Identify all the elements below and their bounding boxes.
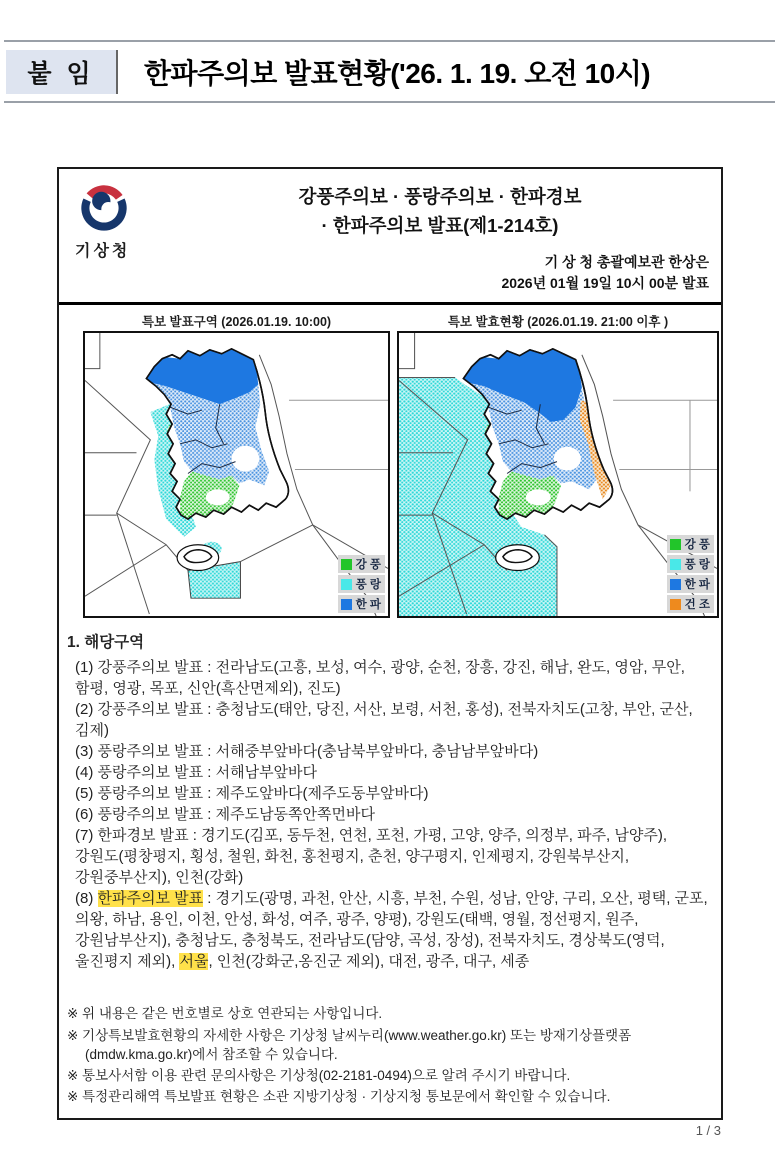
bulletin-header <box>59 169 721 305</box>
item-text: (3) 풍랑주의보 발표 : 서해중부앞바다(충남북부앞바다, 충남남부앞바다) <box>75 743 539 761</box>
footnotes <box>67 1004 713 1106</box>
bulletin-title-line2: · 한파주의보 발표(제1-214호) <box>321 214 559 236</box>
legend-item <box>667 555 714 573</box>
map-title: 특보 발효현황 (2026.01.19. 21:00 이후 ) <box>447 315 669 330</box>
legend-label: 풍 랑 <box>684 559 710 572</box>
map-legend <box>667 535 714 613</box>
map-issued-areas <box>83 313 390 618</box>
attachment-header <box>6 50 773 94</box>
note-item: ※ 통보사서함 이용 관련 문의사항은 기상청(02-2181-0494)으로 알려 주시기 바랍니다. <box>67 1067 571 1083</box>
note-item: ※ 기상특보발효현황의 자세한 사항은 기상청 날씨누리(www.weather.go.kr) 또는 방재기상플랫폼(dmdw.kma.go.kr)에서 참조할 수 있습니다. <box>67 1027 632 1062</box>
legend-item <box>338 555 385 573</box>
kma-logo-icon <box>77 181 131 235</box>
legend-item <box>338 595 385 613</box>
item-text: : 경기도(광명, 과천, 안산, 시흥, 부천, 수원, 성남, 안양, 구리, 오산, 평택, 군포, 의왕, 하남, 용인, 이천, 안성, 화성, 여주, 광주, 양평), 강원도(태백, 영월, 정선평지, 원주, 강원남부산지), 충청남도, 충청북도, 전라남도(담양, 곡성, 장성), 전북자치도, 경상북도(영덕, 울진평지 제외), <box>75 890 708 971</box>
maps-row <box>59 313 721 618</box>
issuer-name: 기 상 청 총괄예보관 한상은 <box>544 254 709 271</box>
area-item <box>75 825 711 888</box>
highlighted-text: 한파주의보 발표 <box>97 890 204 908</box>
page-title: 한파주의보 발표현황('26. 1. 19. 오전 10시) <box>144 58 651 89</box>
legend-label: 강 풍 <box>355 559 381 572</box>
area-items <box>67 657 711 972</box>
item-text: (2) 강풍주의보 발표 : 충청남도(태안, 당진, 서산, 보령, 서천, 홍성), 전북자치도(고창, 부안, 군산, 김제) <box>75 701 693 740</box>
kma-logo-label: 기상청 <box>75 243 131 260</box>
area-item <box>75 741 711 762</box>
legend-swatch <box>341 599 352 610</box>
area-item <box>75 699 711 741</box>
top-rule <box>4 40 775 42</box>
item-text: , 인천(강화군,옹진군 제외), 대전, 광주, 대구, 세종 <box>208 953 530 971</box>
map-effective-status <box>397 313 719 618</box>
legend-item <box>667 595 714 613</box>
legend-item <box>667 575 714 593</box>
bulletin-document <box>57 167 723 1120</box>
legend-label: 한 파 <box>684 579 710 592</box>
legend-swatch <box>670 559 681 570</box>
kma-logo <box>73 181 169 294</box>
legend-item <box>667 535 714 553</box>
legend-swatch <box>670 599 681 610</box>
affected-areas-section <box>67 630 711 972</box>
map-legend <box>338 555 385 613</box>
legend-swatch <box>341 559 352 570</box>
item-text: (5) 풍랑주의보 발표 : 제주도앞바다(제주도동부앞바다) <box>75 785 429 803</box>
item-text: (7) 한파경보 발표 : 경기도(김포, 동두천, 연천, 포천, 가평, 고양, 양주, 의정부, 파주, 남양주), 강원도(평창평지, 횡성, 철원, 화천, 홍천평지, 춘천, 양구평지, 인제평지, 강원북부산지, 강원중부산지), 인천(강화) <box>75 827 668 887</box>
bulletin-title <box>169 183 711 240</box>
item-text: (4) 풍랑주의보 발표 : 서해남부앞바다 <box>75 764 318 782</box>
legend-swatch <box>341 579 352 590</box>
legend-swatch <box>670 539 681 550</box>
legend-label: 강 풍 <box>684 539 710 552</box>
area-item <box>75 783 711 804</box>
legend-label: 한 파 <box>355 599 381 612</box>
map-title: 특보 발표구역 (2026.01.19. 10:00) <box>141 315 332 330</box>
section-heading: 1. 해당구역 <box>67 634 145 652</box>
legend-label: 건 조 <box>684 599 710 612</box>
legend-swatch <box>670 579 681 590</box>
area-item <box>75 804 711 825</box>
area-item <box>75 888 711 972</box>
item-text: (8) <box>75 890 98 908</box>
area-item <box>75 762 711 783</box>
attachment-label: 붙 임 <box>6 50 118 94</box>
highlighted-text: 서울 <box>179 953 209 971</box>
item-text: (6) 풍랑주의보 발표 : 제주도남동쪽안쪽먼바다 <box>75 806 375 824</box>
issue-datetime: 2026년 01월 19일 10시 00분 발표 <box>501 275 709 292</box>
page-number: 1 / 3 <box>695 1123 721 1139</box>
legend-label: 풍 랑 <box>355 579 381 592</box>
item-text: (1) 강풍주의보 발표 : 전라남도(고흥, 보성, 여수, 광양, 순천, 장흥, 강진, 해남, 완도, 영암, 무안, 함평, 영광, 목포, 신안(흑산면제외), 진도) <box>75 659 685 698</box>
note-item: ※ 특정관리해역 특보발표 현황은 소관 지방기상청 · 기상지청 통보문에서 확인할 수 있습니다. <box>67 1088 611 1104</box>
bottom-rule <box>4 101 775 103</box>
bulletin-title-line1: 강풍주의보 · 풍랑주의보 · 한파경보 <box>298 186 582 207</box>
legend-item <box>338 575 385 593</box>
note-item: ※ 위 내용은 같은 번호별로 상호 연관되는 사항입니다. <box>67 1006 383 1022</box>
area-item <box>75 657 711 699</box>
